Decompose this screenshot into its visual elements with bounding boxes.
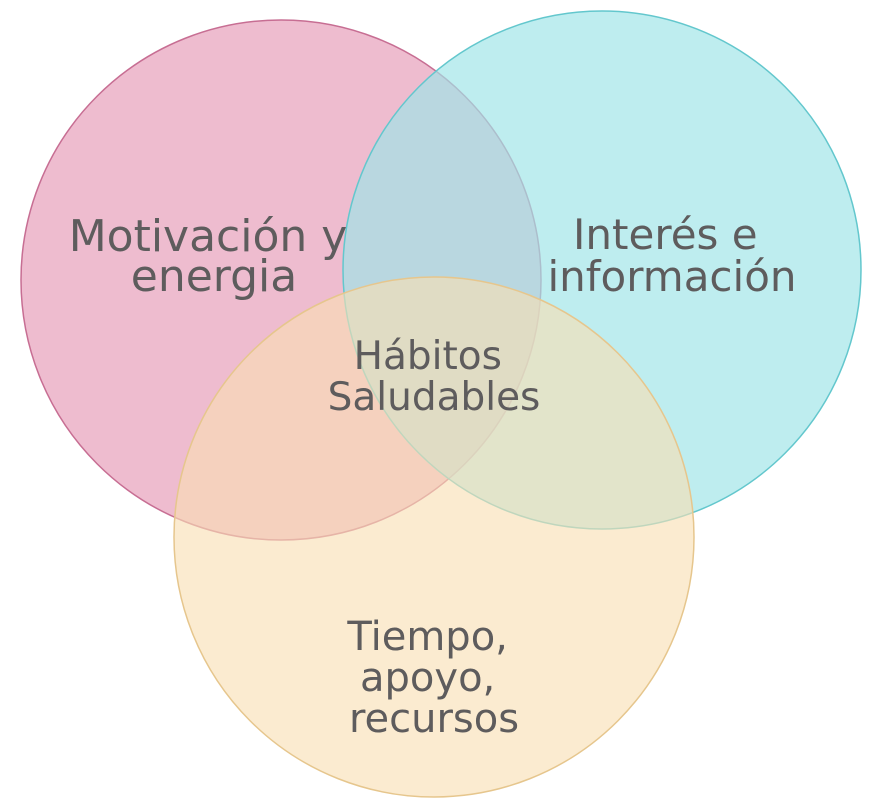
label-motivation-line-2: energia	[130, 251, 298, 302]
label-resources-line-2: apoyo,	[360, 655, 496, 701]
label-motivation-line-1: Motivación y	[68, 211, 348, 262]
label-interest	[547, 210, 796, 301]
label-interest-line-1: Interés e	[573, 210, 758, 259]
label-resources-line-1: Tiempo,	[347, 614, 508, 660]
label-interest-line-2: información	[547, 252, 797, 301]
label-center-line-2: Saludables	[327, 375, 541, 420]
label-center	[328, 334, 541, 420]
label-center-line-1: Hábitos	[353, 334, 502, 379]
label-resources	[346, 614, 520, 742]
label-resources-line-3: recursos	[348, 696, 520, 742]
